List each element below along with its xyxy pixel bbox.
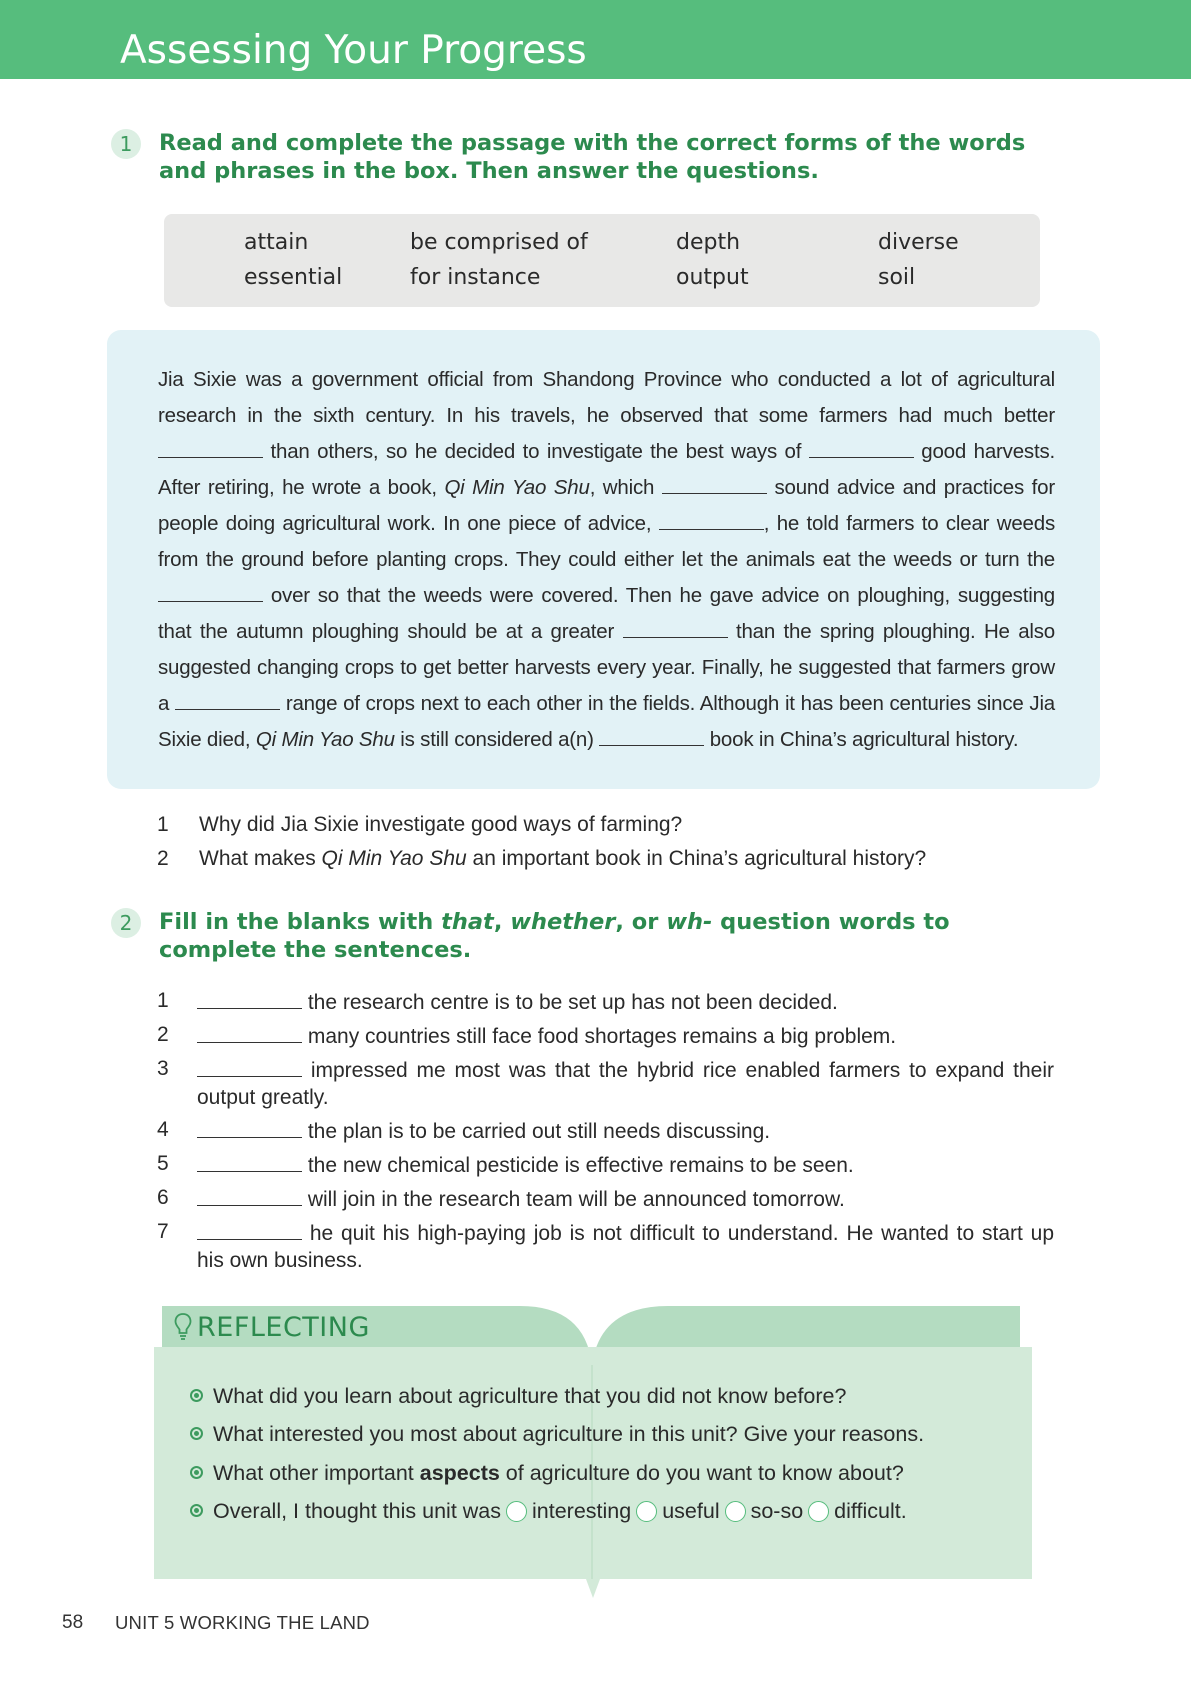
exercise-number: 2 bbox=[111, 908, 141, 938]
word-box-item: essential bbox=[244, 265, 343, 290]
word-box-item: for instance bbox=[410, 265, 541, 290]
book-title: Qi Min Yao Shu bbox=[444, 476, 590, 499]
sentence-text: the new chemical pesticide is effective remains to be seen. bbox=[307, 1154, 854, 1177]
sentence-text: the plan is to be carried out still needs discussing. bbox=[307, 1120, 771, 1143]
passage-text: Jia Sixie was a government official from Shandong Province who conducted a lot of agricultural research in the sixth century. In his travels, he observed that some farmers had much better than others, so he decided to investigate the best ways of good harvests. After retiring, he wrote a book, Qi Min Yao Shu, which sound advice and practices for people doing agricultural work. In one piece of advice, , he told farmers to clear weeds from the ground before planting crops. They could either let the animals eat the weeds or turn the over so that the weeds were covered. Then he gave advice on ploughing, suggesting that the autumn ploughing should be at a greater than the spring ploughing. He also suggested changing crops to get better harvests every year. Finally, he suggested that farmers grow a range of crops next to each other in the fields. Although it has been centuries since Jia Sixie died, Qi Min Yao Shu is still considered a(n) book in China’s agricultural history. bbox=[158, 368, 1055, 751]
question-number: 2 bbox=[157, 847, 169, 870]
sentence-text: will join in the research team will be announced tomorrow. bbox=[307, 1188, 845, 1211]
word-box-item: diverse bbox=[878, 230, 959, 255]
option-label: interesting bbox=[532, 1499, 632, 1523]
reflecting-title: REFLECTING bbox=[197, 1312, 370, 1343]
reflect-item: What interested you most about agriculture in this unit? Give your reasons. bbox=[190, 1420, 924, 1448]
target-bullet-icon bbox=[190, 1389, 203, 1402]
exercise-number: 1 bbox=[111, 129, 141, 159]
question-number: 1 bbox=[157, 813, 169, 836]
target-bullet-icon bbox=[190, 1504, 203, 1517]
sentence-text: the research centre is to be set up has not been decided. bbox=[307, 991, 838, 1014]
page-title: Assessing Your Progress bbox=[120, 28, 587, 73]
sentence-text: many countries still face food shortages remains a big problem. bbox=[307, 1025, 897, 1048]
sentence-number: 1 bbox=[157, 989, 169, 1012]
sentence-number: 4 bbox=[157, 1118, 169, 1141]
option-circle-icon[interactable] bbox=[636, 1501, 657, 1522]
exercise-instruction: Fill in the blanks with that, whether, or wh- question words to complete the sentences. bbox=[159, 909, 950, 963]
sentence-number: 5 bbox=[157, 1152, 169, 1175]
exercise-instruction: Read and complete the passage with the correct forms of the words and phrases in the box. Then answer the questions. bbox=[159, 130, 1026, 184]
sentence-text: impressed me most was that the hybrid rice enabled farmers to expand their output greatly. bbox=[197, 1059, 1054, 1109]
sentence-number: 2 bbox=[157, 1023, 169, 1046]
option-label: so-so bbox=[750, 1499, 804, 1523]
option-circle-icon[interactable] bbox=[808, 1501, 829, 1522]
sentence-number: 3 bbox=[157, 1057, 169, 1080]
word-box-item: be comprised of bbox=[410, 230, 588, 255]
book-title: Qi Min Yao Shu bbox=[255, 728, 395, 751]
reflect-item: What other important aspects of agriculture do you want to know about? bbox=[190, 1459, 904, 1487]
word-box-item: soil bbox=[878, 265, 916, 290]
word-box-item: output bbox=[676, 265, 749, 290]
question-text: Why did Jia Sixie investigate good ways of farming? bbox=[199, 813, 683, 836]
sentence-text: he quit his high-paying job is not difficult to understand. He wanted to start up his own business. bbox=[197, 1222, 1054, 1272]
option-label: difficult. bbox=[834, 1499, 907, 1523]
word-box-item: attain bbox=[244, 230, 309, 255]
unit-label: UNIT 5 WORKING THE LAND bbox=[115, 1612, 370, 1633]
target-bullet-icon bbox=[190, 1427, 203, 1440]
option-label: useful bbox=[662, 1499, 720, 1523]
sentence-number: 6 bbox=[157, 1186, 169, 1209]
lightbulb-icon bbox=[174, 1312, 192, 1342]
option-circle-icon[interactable] bbox=[725, 1501, 746, 1522]
sentence-number: 7 bbox=[157, 1220, 169, 1243]
page-number: 58 bbox=[62, 1612, 84, 1633]
target-bullet-icon bbox=[190, 1466, 203, 1479]
word-box-item: depth bbox=[676, 230, 741, 255]
reflect-item: What did you learn about agriculture that you did not know before? bbox=[190, 1382, 846, 1410]
option-circle-icon[interactable] bbox=[506, 1501, 527, 1522]
reflect-item: Overall, I thought this unit was interesting useful so-so difficult. bbox=[190, 1497, 907, 1525]
question-text: What makes Qi Min Yao Shu an important book in China’s agricultural history? bbox=[199, 847, 927, 870]
